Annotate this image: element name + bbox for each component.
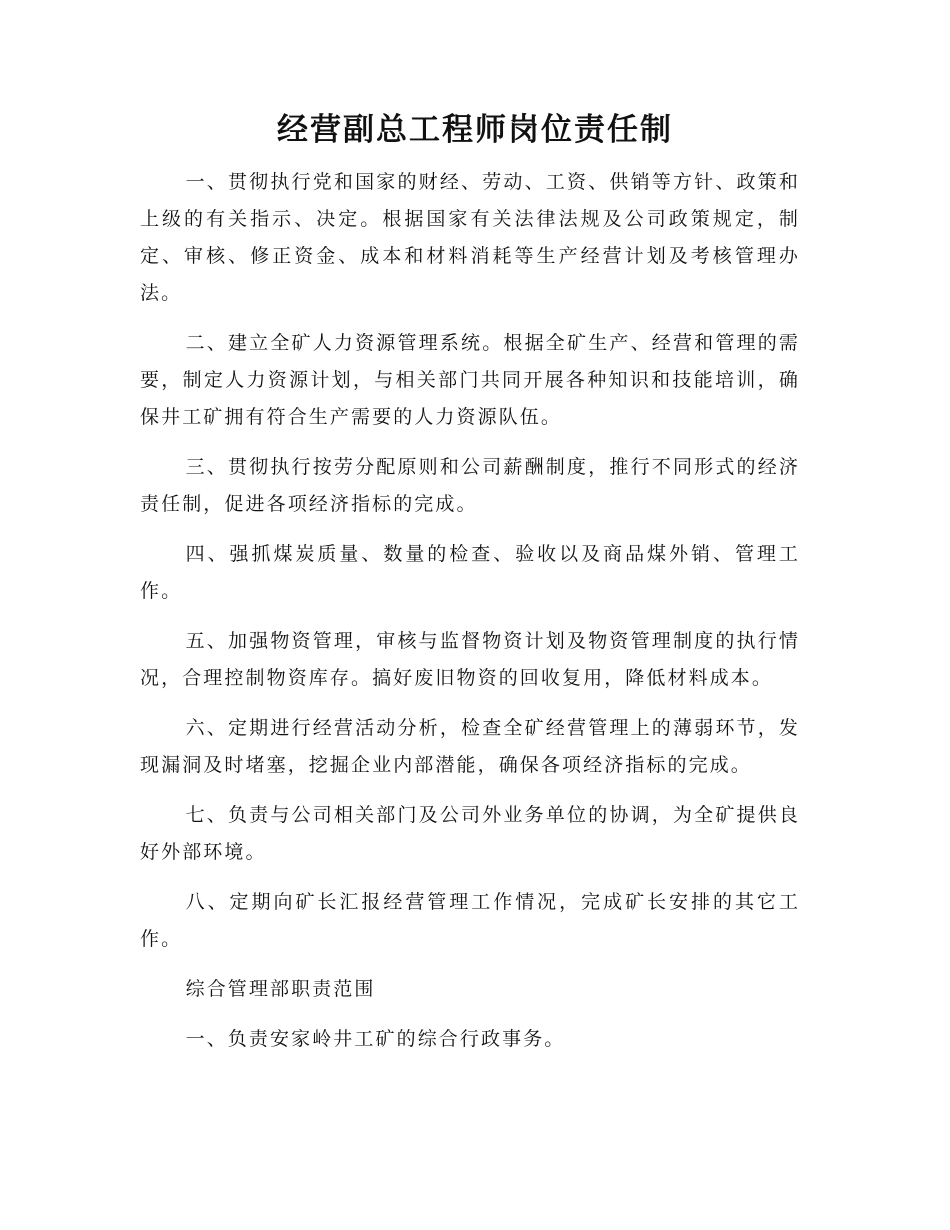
document-title: 经营副总工程师岗位责任制 — [277, 112, 673, 148]
paragraph-4: 四、强抓煤炭质量、数量的检查、验收以及商品煤外销、管理工作。 — [140, 543, 800, 602]
paragraph-9: 一、负责安家岭井工矿的综合行政事务。 — [185, 1028, 566, 1050]
paragraph-8: 八、定期向矿长汇报经营管理工作情况，完成矿长安排的其它工作。 — [140, 891, 800, 950]
paragraph-5: 五、加强物资管理，审核与监督物资计划及物资管理制度的执行情况，合理控制物资库存。搞好废旧物资的回收复用，降低材料成本。 — [140, 630, 800, 689]
paragraph-6: 六、定期进行经营活动分析，检查全矿经营管理上的薄弱环节，发现漏洞及时堵塞，挖掘企业内部潜能，确保各项经济指标的完成。 — [140, 717, 800, 776]
document-body — [140, 164, 800, 1071]
paragraph-3: 三、贯彻执行按劳分配原则和公司薪酬制度，推行不同形式的经济责任制，促进各项经济指标的完成。 — [140, 456, 800, 515]
paragraph-7: 七、负责与公司相关部门及公司外业务单位的协调，为全矿提供良好外部环境。 — [140, 804, 800, 863]
paragraph-2: 二、建立全矿人力资源管理系统。根据全矿生产、经营和管理的需要，制定人力资源计划，与相关部门共同开展各种知识和技能培训，确保井工矿拥有符合生产需要的人力资源队伍。 — [140, 332, 800, 428]
section-heading: 综合管理部职责范围 — [185, 978, 376, 1000]
paragraph-1: 一、贯彻执行党和国家的财经、劳动、工资、供销等方针、政策和上级的有关指示、决定。根据国家有关法律法规及公司政策规定，制定、审核、修正资金、成本和材料消耗等生产经营计划及考核管理办法。 — [140, 171, 800, 304]
